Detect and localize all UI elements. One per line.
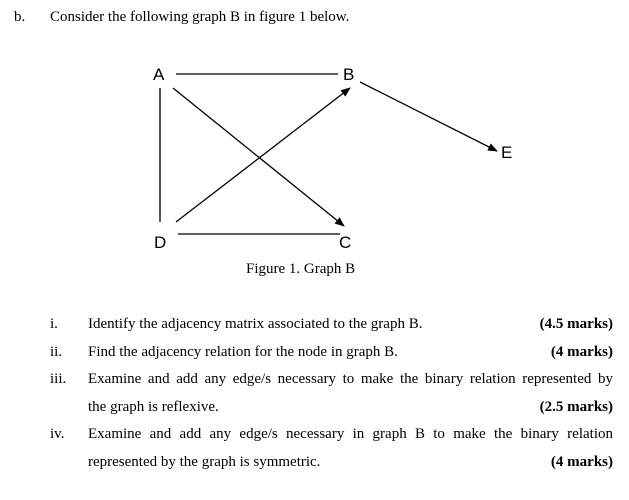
item-marks: (4 marks) bbox=[550, 344, 613, 360]
question-label: b. bbox=[14, 9, 26, 25]
edge-b-e bbox=[360, 82, 497, 151]
question-intro: Consider the following graph B in figure 1 below. bbox=[50, 9, 350, 25]
figure-caption: Figure 1. Graph B bbox=[246, 261, 356, 277]
item-text-line2: the graph is reflexive. bbox=[88, 399, 219, 415]
item-number: iii. bbox=[50, 371, 67, 387]
edge-d-b bbox=[176, 88, 350, 222]
item-marks: (4.5 marks) bbox=[539, 316, 613, 332]
node-a: A bbox=[153, 65, 165, 84]
item-text-line2: represented by the graph is symmetric. bbox=[88, 454, 321, 470]
item-text: Identify the adjacency matrix associated to the graph B. bbox=[88, 316, 423, 332]
item-number: i. bbox=[50, 316, 58, 332]
node-b: B bbox=[343, 65, 355, 84]
item-marks: (4 marks) bbox=[550, 454, 613, 470]
item-text-line1: Examine and add any edge/s necessary to make the binary relation represented by bbox=[88, 371, 613, 387]
node-d: D bbox=[154, 233, 167, 252]
node-e: E bbox=[501, 143, 513, 162]
item-text: Find the adjacency relation for the node in graph B. bbox=[88, 344, 398, 360]
item-number: ii. bbox=[50, 344, 63, 360]
item-number: iv. bbox=[50, 426, 65, 442]
item-text-line1: Examine and add any edge/s necessary in graph B to make the binary relation bbox=[88, 426, 613, 442]
item-marks: (2.5 marks) bbox=[539, 399, 613, 415]
node-c: C bbox=[339, 233, 352, 252]
